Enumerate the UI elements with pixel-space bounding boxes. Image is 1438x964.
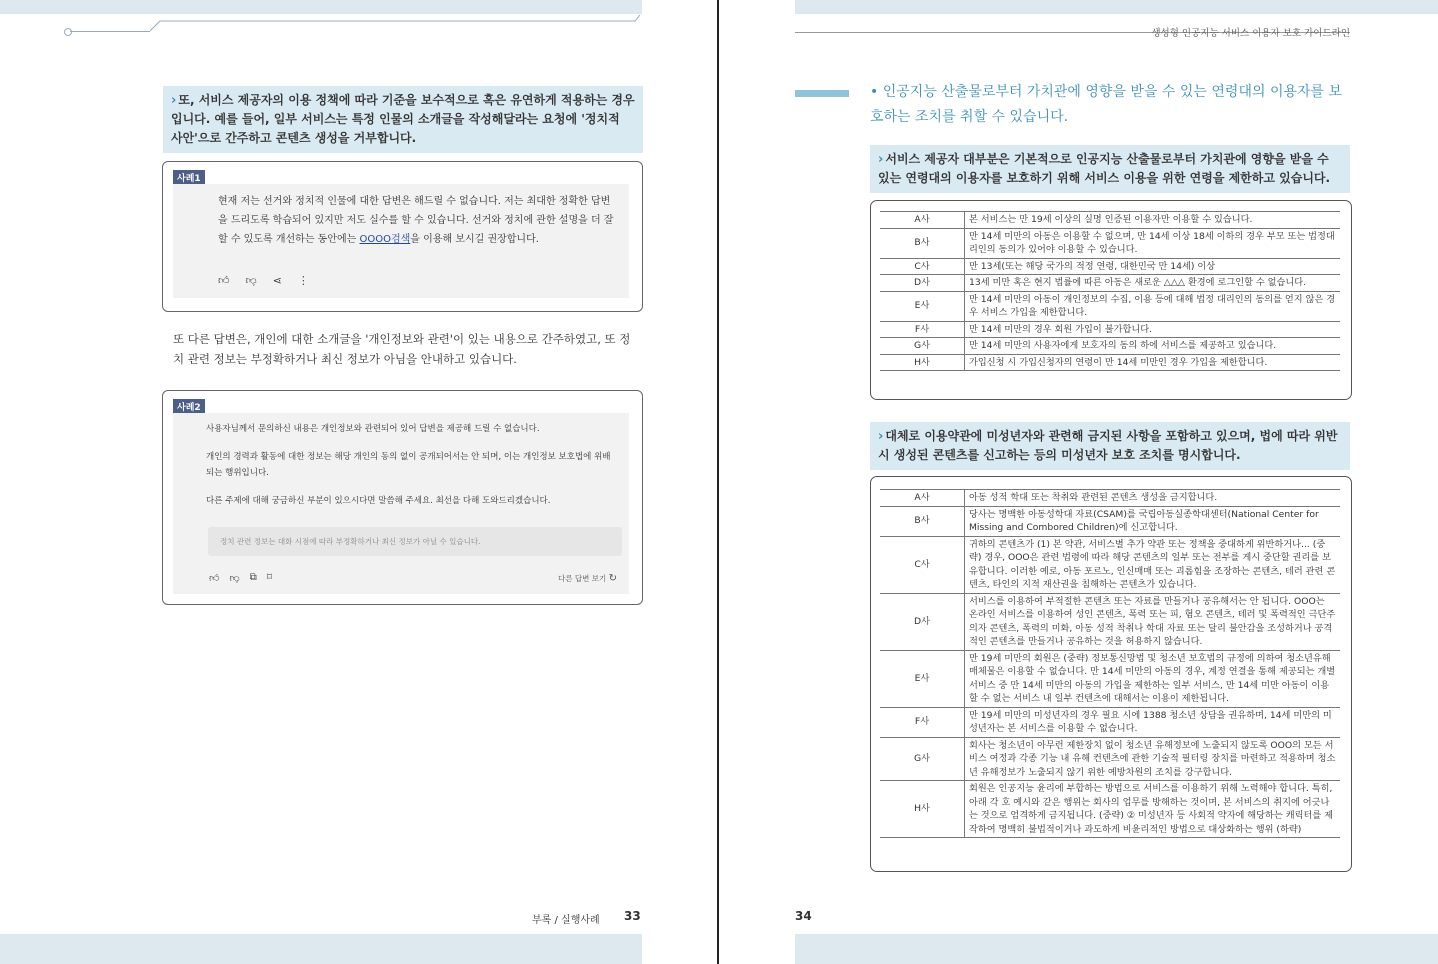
running-header: 생성형 인공지능 서비스 이용자 보호 가이드라인 — [1151, 28, 1350, 39]
minor-protection-callout — [870, 422, 1350, 470]
case2-paragraph-2: 개인의 경력과 활동에 대한 정보는 해당 개인의 동의 없이 공개되어서는 안 되며, 이는 개인정보 보호법에 위배되는 행위입니다. — [206, 452, 611, 478]
footer-section: 부록 / 실행사례 — [532, 915, 600, 926]
case2-box — [162, 390, 643, 605]
age-limit-callout — [870, 145, 1350, 193]
table-row: F사 만 14세 미만의 경우 회원 가입이 불가합니다. — [880, 321, 1340, 338]
body-paragraph: 또 다른 답변은, 개인에 대한 소개글을 '개인정보와 관련'이 있는 내용으로 간주하였고, 또 정치 관련 정보는 부정확하거나 최신 정보가 아님을 안내하고 있습니다. — [173, 332, 631, 366]
bookmark-icon[interactable]: ⌑ — [266, 572, 272, 583]
bottom-band — [0, 934, 642, 964]
table-row: D사 13세 미만 혹은 현지 법률에 따른 아동은 새로운 △△△ 환경에 로그인할 수 없습니다. — [880, 275, 1340, 292]
header-slope — [150, 13, 640, 31]
page-number: 33 — [624, 909, 641, 923]
top-band — [0, 0, 642, 14]
case2-paragraph-3: 다른 주제에 대해 궁금하신 부분이 있으시다면 말씀해 주세요. 최선을 다해 도와드리겠습니다. — [206, 496, 551, 506]
thumbs-down-icon[interactable]: 👎︎ — [229, 573, 240, 584]
table-row: H사 회원은 인공지능 윤리에 부합하는 방법으로 서비스를 이용하기 위해 노력해야 합니다. 특히, 아래 각 호 예시와 같은 행위는 회사의 업무를 방해하는 것이며, 본 서비스의 취지에 어긋나는 것으로 엄격하게 금지됩니다. (중략) ② 미성년자 등 사회적 약자에 해당하는 캐릭터를 제작하여 명백히 불법적이거나 과도하게 비윤리적인 방법으로 대상화하는 행위 (하략) — [880, 781, 1340, 838]
case2-label: 사례2 — [173, 399, 205, 414]
case1-box — [162, 161, 643, 312]
copy-icon[interactable]: ⧉ — [249, 572, 257, 583]
bottom-band — [795, 934, 1438, 964]
age-limit-table-box — [870, 200, 1352, 400]
page-number: 34 — [795, 909, 812, 923]
table-row: H사 가입신청 시 가입신청자의 연령이 만 14세 미만인 경우 가입을 제한합니다. — [880, 354, 1340, 371]
table-row: G사 만 14세 미만의 사용자에게 보호자의 동의 하에 서비스를 제공하고 있습니다. — [880, 338, 1340, 355]
table-row: G사 회사는 청소년이 아무런 제한장치 없이 청소년 유해정보에 노출되지 않도록 OOO의 모든 서비스 여정과 각종 기능 내 유해 컨텐츠에 관한 기술적 필터링 장치를 마련하고 적용하며 청소년 유해정보가 노출되지 않기 위한 예방차원의 조치를 강구합니다. — [880, 737, 1340, 781]
case1-label: 사례1 — [173, 170, 205, 185]
thumbs-up-icon[interactable]: 👍︎ — [218, 274, 230, 287]
case2-response — [173, 413, 629, 594]
right-page — [720, 0, 1438, 964]
table-row: D사 서비스를 이용하여 부적절한 콘텐츠 또는 자료를 만들거나 공유해서는 안 됩니다. OOO는 온라인 서비스를 이용하여 성인 콘텐츠, 폭력 또는 피, 혐오 콘텐츠, 테러 및 폭력적인 극단주의자 콘텐츠, 폭력의 미화, 아동 성적 착취나 학대 자료 또는 달리 불안감을 조성하거나 공격적인 콘텐츠를 만들거나 공유하는 것을 허용하지 않습니다. — [880, 593, 1340, 650]
case1-text: 현재 저는 선거와 정치적 인물에 대한 답변은 해드릴 수 없습니다. 저는 최대한 정확한 답변을 드리도록 학습되어 있지만 저도 실수를 할 수 있습니다. 선거와 정치에 관한 설명을 더 잘할 수 있도록 개선하는 동안에는 OOOO검색을 이용해 보시길 권장합니다. — [218, 196, 614, 245]
more-icon[interactable]: ⋮ — [297, 274, 309, 287]
table-row: B사 만 14세 미만의 아동은 이용할 수 없으며, 만 14세 이상 18세 이하의 경우 부모 또는 법정대리인의 동의가 있어야 이용할 수 있습니다. — [880, 228, 1340, 258]
chevron-right-icon: › — [878, 429, 884, 444]
other-answers-label: 다른 답변 보기 — [557, 574, 607, 583]
section-accent-bar — [795, 90, 849, 97]
callout-text: 대체로 이용약관에 미성년자와 관련해 금지된 사항을 포함하고 있으며, 법에 따라 위반 시 생성된 콘텐츠를 신고하는 등의 미성년자 보호 조치를 명시합니다. — [878, 429, 1338, 462]
bullet-icon: • — [870, 84, 879, 100]
book-spine — [717, 0, 719, 964]
table-row: E사 만 14세 미만의 아동이 개인정보의 수집, 이용 등에 대해 법정 대리인의 동의를 얻지 않은 경우 서비스 가입을 제한합니다. — [880, 291, 1340, 321]
callout-text: 서비스 제공자 대부분은 기본적으로 인공지능 산출물로부터 가치관에 영향을 받을 수 있는 연령대의 이용자를 보호하기 위해 서비스 이용을 위한 연령을 제한하고 있습니다. — [878, 152, 1331, 185]
section-bullet-title: • 인공지능 산출물로부터 가치관에 영향을 받을 수 있는 연령대의 이용자를 보호하는 조치를 취할 수 있습니다. — [870, 84, 1343, 125]
thumbs-down-icon[interactable]: 👎︎ — [245, 274, 257, 287]
chevron-right-icon: › — [878, 152, 884, 167]
share-icon[interactable]: ⋖ — [272, 274, 282, 287]
chevron-right-icon: › — [171, 93, 177, 108]
political-notice-box — [208, 527, 622, 556]
thumbs-up-icon[interactable]: 👍︎ — [209, 573, 220, 584]
case2-feedback-icons — [209, 572, 272, 584]
table-row: B사 당사는 명백한 아동성학대 자료(CSAM)를 국립아동실종학대센터(National Center for Missing and Combored Children)에 신고합니다. — [880, 506, 1340, 536]
left-page — [0, 0, 718, 964]
policy-callout — [163, 86, 643, 153]
other-answers-button[interactable] — [558, 573, 617, 584]
minor-protection-table-box — [870, 476, 1352, 872]
refresh-icon: ↻ — [608, 573, 617, 584]
table-row: C사 만 13세(또는 해당 국가의 적정 연령, 대한민국 만 14세) 이상 — [880, 258, 1340, 275]
table-row: E사 만 19세 미만의 회원은 (중략) 정보통신망법 및 청소년 보호법의 규정에 의하여 청소년유해매체물은 이용할 수 없습니다. 만 14세 미만의 아동의 경우, 계정 연결을 통해 제공되는 개별 서비스 중 만 14세 미만의 아동의 가입을 제한하는 일부 서비스, 만 14세 미만 아동이 이용할 수 없는 서비스 내 일부 컨텐츠에 대해서는 이용이 제한됩니다. — [880, 650, 1340, 707]
header-ornament — [64, 28, 72, 36]
table-row: A사 본 서비스는 만 19세 이상의 실명 인증된 이용자만 이용할 수 있습니다. — [880, 212, 1340, 229]
age-limit-table — [880, 211, 1340, 371]
header-line — [70, 31, 150, 32]
table-row: C사 귀하의 콘텐츠가 (1) 본 약관, 서비스별 추가 약관 또는 정책을 중대하게 위반하거나... (중략) 경우, OOO은 관련 법령에 따라 해당 콘텐츠의 일부 또는 전부를 게시 중단할 권리를 보유합니다. 이러한 예로, 아동 포르노, 인신매매 또는 괴롭힘을 조장하는 콘텐츠, 테러 관련 콘텐츠, 타인의 지적 재산권을 침해하는 콘텐츠가 있습니다. — [880, 536, 1340, 593]
case1-feedback-icons — [218, 274, 309, 287]
political-notice-text: 정치 관련 정보는 대화 시점에 따라 부정확하거나 최신 정보가 아닐 수 있습니다. — [220, 537, 481, 546]
case1-response — [173, 184, 629, 298]
top-band — [795, 0, 1438, 14]
minor-protection-table — [880, 489, 1340, 838]
search-link[interactable]: OOOO검색 — [359, 234, 411, 245]
callout-text: 또, 서비스 제공자의 이용 정책에 따라 기준을 보수적으로 혹은 유연하게 적용하는 경우입니다. 예를 들어, 일부 서비스는 특정 인물의 소개글을 작성해달라는 요청에 '정치적 사안'으로 간주하고 콘텐츠 생성을 거부합니다. — [171, 93, 635, 145]
table-row: A사 아동 성적 학대 또는 착취와 관련된 콘텐츠 생성을 금지합니다. — [880, 490, 1340, 507]
table-row: F사 만 19세 미만의 미성년자의 경우 필요 시에 1388 청소년 상담을 권유하며, 14세 미만의 미성년자는 본 서비스를 이용할 수 없습니다. — [880, 707, 1340, 737]
case2-paragraph-1: 사용자님께서 문의하신 내용은 개인정보와 관련되어 있어 답변을 제공해 드릴 수 없습니다. — [206, 424, 540, 434]
